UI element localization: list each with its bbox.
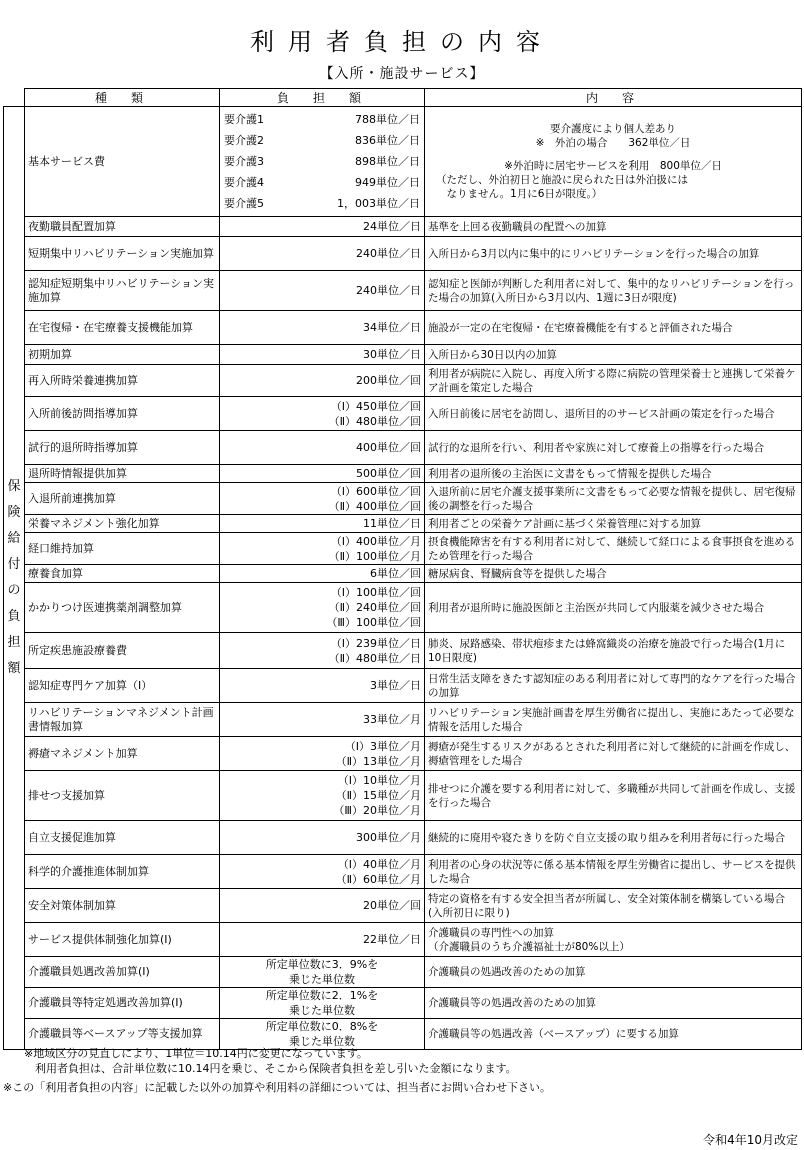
note-1: ※地域区分の見直しにより、1単位＝10.14円に変更になっています。: [24, 1047, 368, 1060]
row-desc: 糖尿病食、腎臓病食等を提供した場合: [425, 565, 802, 583]
row-desc: リハビリテーション実施計画書を厚生労働省に提出し、実施にあたって必要な情報を活用した場合: [425, 703, 802, 737]
amount-line: 400単位／回: [356, 441, 421, 454]
amount-line: 乗じた単位数: [289, 1004, 355, 1017]
page-subtitle: 【入所・施設サービス】: [319, 66, 485, 82]
desc-line: ※ 外泊の場合 362単位／日: [535, 137, 691, 149]
amount-line: （Ⅱ）480単位／回: [328, 414, 421, 428]
row-desc: 入所日前後に居宅を訪問し、退所目的のサービス計画の策定を行った場合: [425, 397, 802, 431]
kihon-levels: [220, 107, 424, 216]
row-desc: 継続的に廃用や寝たきりを防ぐ自立支援の取り組みを利用者毎に行った場合: [425, 821, 802, 855]
table-row: [4, 957, 802, 988]
care-level-label: 要介護5: [224, 197, 264, 210]
amount-line: （Ⅱ）240単位／回: [328, 601, 421, 614]
desc-line: 要介護度により個人差あり: [550, 123, 676, 135]
amount-line: （Ⅰ）600単位／回: [330, 484, 421, 498]
amount-line: 33単位／月: [363, 713, 421, 726]
row-amount: [220, 515, 425, 533]
amount-line: 200単位／回: [356, 374, 421, 387]
table-header-row: [4, 89, 802, 107]
row-name: 認知症短期集中リハビリテーション実施加算: [25, 271, 220, 311]
side-label-char: 険: [7, 505, 21, 520]
amount-line: 所定単位数に3．9%を: [265, 958, 379, 971]
amount-line: （Ⅰ）3単位／月: [344, 739, 421, 753]
amount-line: 22単位／日: [363, 933, 421, 946]
table-row: [4, 737, 802, 771]
table-row: [4, 431, 802, 465]
table-row: [4, 855, 802, 889]
row-name: 科学的介護推進体制加算: [25, 855, 220, 889]
header-kind: 種 類: [25, 89, 220, 107]
row-amount: [220, 483, 425, 515]
row-amount: [220, 923, 425, 957]
row-desc: 褥瘡が発生するリスクがあるとされた利用者に対して継続的に計画を作成し、褥瘡管理をした場合: [425, 737, 802, 771]
row-amount: [220, 737, 425, 771]
row-name: 介護職員等特定処遇改善加算(Ⅰ): [25, 988, 220, 1019]
row-name: リハビリテーションマネジメント計画書情報加算: [25, 703, 220, 737]
amount-line: （Ⅱ）100単位／月: [328, 549, 421, 563]
amount-line: 240単位／日: [356, 247, 421, 260]
table-row: [4, 483, 802, 515]
amount-line: 30単位／日: [363, 348, 421, 361]
row-amount: [220, 397, 425, 431]
row-amount: [220, 703, 425, 737]
amount-line: 240単位／日: [356, 284, 421, 297]
row-amount: [220, 107, 425, 217]
row-amount: [220, 855, 425, 889]
row-amount: [220, 988, 425, 1019]
table-row: [4, 533, 802, 565]
notes: [24, 1046, 802, 1076]
amount-line: 300単位／月: [356, 831, 421, 844]
row-name: 初期加算: [25, 345, 220, 365]
row-name: 排せつ支援加算: [25, 771, 220, 821]
row-name: 在宅復帰・在宅療養支援機能加算: [25, 311, 220, 345]
table-row: [4, 1019, 802, 1050]
row-desc: 排せつに介護を要する利用者に対して、多職種が共同して計画を作成し、支援を行った場合: [425, 771, 802, 821]
amount-line: （Ⅲ）20単位／月: [333, 804, 421, 817]
row-desc: 利用者が退所時に施設医師と主治医が共同して内服薬を減少させた場合: [425, 583, 802, 633]
amount-line: 20単位／回: [363, 899, 421, 912]
row-desc: 入所日から3月以内に集中的にリハビリテーションを行った場合の加算: [425, 237, 802, 271]
table-row: [4, 271, 802, 311]
amount-line: （Ⅲ）100単位／回: [326, 616, 421, 629]
row-desc: 介護職員等の処遇改善のための加算: [425, 988, 802, 1019]
row-amount: [220, 271, 425, 311]
side-label-char: 負: [7, 609, 21, 624]
side-label-char: 額: [7, 661, 21, 676]
care-level-value: 898単位／日: [355, 155, 420, 168]
row-desc: 介護職員の専門性への加算 （介護職員のうち介護福祉士が80%以上）: [425, 923, 802, 957]
fee-table: [3, 88, 802, 1050]
row-amount: [220, 583, 425, 633]
row-name: かかりつけ医連携薬剤調整加算: [25, 583, 220, 633]
row-amount: [220, 533, 425, 565]
care-level-label: 要介護4: [224, 176, 264, 189]
side-label-char: 担: [7, 635, 21, 650]
revised-date: 令和4年10月改定: [703, 1133, 798, 1147]
row-amount: [220, 669, 425, 703]
row-name: 退所時情報提供加算: [25, 465, 220, 483]
row-name: 介護職員処遇改善加算(Ⅰ): [25, 957, 220, 988]
row-name: 再入所時栄養連携加算: [25, 365, 220, 397]
header-amount: 負 担 額: [220, 89, 425, 107]
row-desc: 日常生活支障をきたす認知症のある利用者に対して専門的なケアを行った場合の加算: [425, 669, 802, 703]
amount-line: （Ⅰ）450単位／回: [330, 399, 421, 413]
row-desc: 利用者の退所後の主治医に文書をもって情報を提供した場合: [425, 465, 802, 483]
row-desc: [425, 107, 802, 217]
row-name: 入退所前連携加算: [25, 483, 220, 515]
row-amount: [220, 311, 425, 345]
amount-line: （Ⅰ）100単位／回: [330, 586, 421, 599]
row-desc: 入退所前に居宅介護支援事業所に文書をもって必要な情報を提供し、居宅復帰後の調整を行った場合: [425, 483, 802, 515]
table-row: [4, 345, 802, 365]
row-amount: [220, 345, 425, 365]
desc-line: ※外泊時に居宅サービスを利用 800単位／日: [504, 160, 722, 172]
row-name: 褥瘡マネジメント加算: [25, 737, 220, 771]
row-desc: 基準を上回る夜勤職員の配置への加算: [425, 217, 802, 237]
amount-line: 乗じた単位数: [289, 973, 355, 986]
row-name: サービス提供体制強化加算(Ⅰ): [25, 923, 220, 957]
side-label-char: の: [7, 583, 21, 598]
care-level-value: 949単位／日: [355, 176, 420, 189]
row-amount: [220, 1019, 425, 1050]
care-level-label: 要介護2: [224, 134, 264, 147]
row-name: 所定疾患施設療養費: [25, 633, 220, 669]
side-label: [4, 107, 25, 1050]
row-desc: 認知症と医師が判断した利用者に対して、集中的なリハビリテーションを行った場合の加算(入所日から3月以内、1週に3日が限度): [425, 271, 802, 311]
row-name: 認知症専門ケア加算（Ⅰ）: [25, 669, 220, 703]
table-row: [4, 397, 802, 431]
amount-line: 所定単位数に0．8%を: [265, 1020, 379, 1033]
amount-line: （Ⅱ）400単位／回: [328, 499, 421, 513]
table-row: [4, 821, 802, 855]
row-desc: 入所日から30日以内の加算: [425, 345, 802, 365]
amount-line: （Ⅱ）13単位／月: [335, 754, 421, 768]
amount-line: （Ⅰ）239単位／日: [330, 636, 421, 650]
row-amount: [220, 633, 425, 669]
table-row-kihon: [4, 107, 802, 217]
row-name: 療養食加算: [25, 565, 220, 583]
amount-line: 24単位／日: [363, 220, 421, 233]
amount-line: （Ⅰ）10単位／月: [337, 774, 421, 787]
side-label-char: 給: [7, 531, 21, 546]
table-row: [4, 365, 802, 397]
row-desc: 利用者が病院に入院し、再度入所する際に病院の管理栄養士と連携して栄養ケア計画を策定した場合: [425, 365, 802, 397]
row-desc: 摂食機能障害を有する利用者に対して、継続して経口による食事摂食を進めるため管理を行った場合: [425, 533, 802, 565]
table-row: [4, 565, 802, 583]
table-row: [4, 217, 802, 237]
care-level-value: 836単位／日: [355, 134, 420, 147]
note-2: 利用者負担は、合計単位数に10.14円を乗じ、そこから保険者負担を差し引いた金額になります。: [24, 1062, 517, 1075]
row-name: 基本サービス費: [25, 107, 220, 217]
row-amount: [220, 821, 425, 855]
table-row: [4, 669, 802, 703]
row-name: 自立支援促進加算: [25, 821, 220, 855]
table-row: [4, 465, 802, 483]
row-amount: [220, 771, 425, 821]
amount-line: （Ⅱ）60単位／月: [335, 872, 421, 886]
amount-line: 34単位／日: [363, 321, 421, 334]
table-row: [4, 889, 802, 923]
row-name: 介護職員等ベースアップ等支援加算: [25, 1019, 220, 1050]
amount-line: 所定単位数に2．1%を: [265, 989, 379, 1002]
care-level-value: 788単位／日: [355, 113, 420, 126]
row-name: 夜勤職員配置加算: [25, 217, 220, 237]
row-name: 経口維持加算: [25, 533, 220, 565]
table-row: [4, 237, 802, 271]
amount-line: （Ⅰ）400単位／月: [330, 534, 421, 548]
row-name: 試行的退所時指導加算: [25, 431, 220, 465]
row-desc: 施設が一定の在宅復帰・在宅療養機能を有すると評価された場合: [425, 311, 802, 345]
note-3: ※この「利用者負担の内容」に記載した以外の加算や利用料の詳細については、担当者にお問い合わせ下さい。: [3, 1081, 551, 1094]
row-amount: [220, 237, 425, 271]
row-amount: [220, 431, 425, 465]
care-level-label: 要介護3: [224, 155, 264, 168]
row-amount: [220, 365, 425, 397]
table-row: [4, 583, 802, 633]
amount-line: 3単位／日: [370, 679, 421, 692]
side-label-char: 付: [7, 557, 21, 572]
amount-line: 500単位／回: [356, 467, 421, 480]
table-row: [4, 988, 802, 1019]
row-desc: 利用者ごとの栄養ケア計画に基づく栄養管理に対する加算: [425, 515, 802, 533]
amount-line: 11単位／日: [363, 517, 421, 530]
amount-line: （Ⅰ）40単位／月: [337, 857, 421, 871]
table-row: [4, 311, 802, 345]
row-desc: 介護職員の処遇改善のための加算: [425, 957, 802, 988]
table-row: [4, 771, 802, 821]
row-desc: 利用者の心身の状況等に係る基本情報を厚生労働省に提出し、サービスを提供した場合: [425, 855, 802, 889]
desc-line: なりません。1月に6日が限度。）: [436, 188, 603, 200]
table-row: [4, 703, 802, 737]
amount-line: 乗じた単位数: [289, 1035, 355, 1048]
side-label-char: 保: [7, 479, 21, 494]
row-name: 短期集中リハビリテーション実施加算: [25, 237, 220, 271]
page-title: 利用者負担の内容: [250, 28, 554, 56]
table-row: [4, 923, 802, 957]
row-amount: [220, 889, 425, 923]
desc-line: （ただし、外泊初日と施設に戻られた日は外泊扱には: [436, 174, 688, 186]
care-level-value: 1，003単位／日: [337, 197, 420, 210]
table-row: [4, 633, 802, 669]
row-desc: 肺炎、尿路感染、帯状疱疹または蜂窩織炎の治療を施設で行った場合(1月に10日限度): [425, 633, 802, 669]
row-amount: [220, 217, 425, 237]
row-desc: 試行的な退所を行い、利用者や家族に対して療養上の指導を行った場合: [425, 431, 802, 465]
row-name: 栄養マネジメント強化加算: [25, 515, 220, 533]
row-desc: 特定の資格を有する安全担当者が所属し、安全対策体制を構築している場合(入所初日に限り): [425, 889, 802, 923]
care-level-label: 要介護1: [224, 113, 264, 126]
amount-line: 6単位／回: [370, 567, 421, 580]
row-amount: [220, 565, 425, 583]
row-amount: [220, 465, 425, 483]
row-desc: 介護職員等の処遇改善（ベースアップ）に要する加算: [425, 1019, 802, 1050]
row-name: 入所前後訪問指導加算: [25, 397, 220, 431]
amount-line: （Ⅱ）480単位／日: [328, 651, 421, 665]
row-amount: [220, 957, 425, 988]
amount-line: （Ⅱ）15単位／月: [335, 789, 421, 802]
header-content: 内 容: [425, 89, 802, 107]
row-name: 安全対策体制加算: [25, 889, 220, 923]
table-row: [4, 515, 802, 533]
